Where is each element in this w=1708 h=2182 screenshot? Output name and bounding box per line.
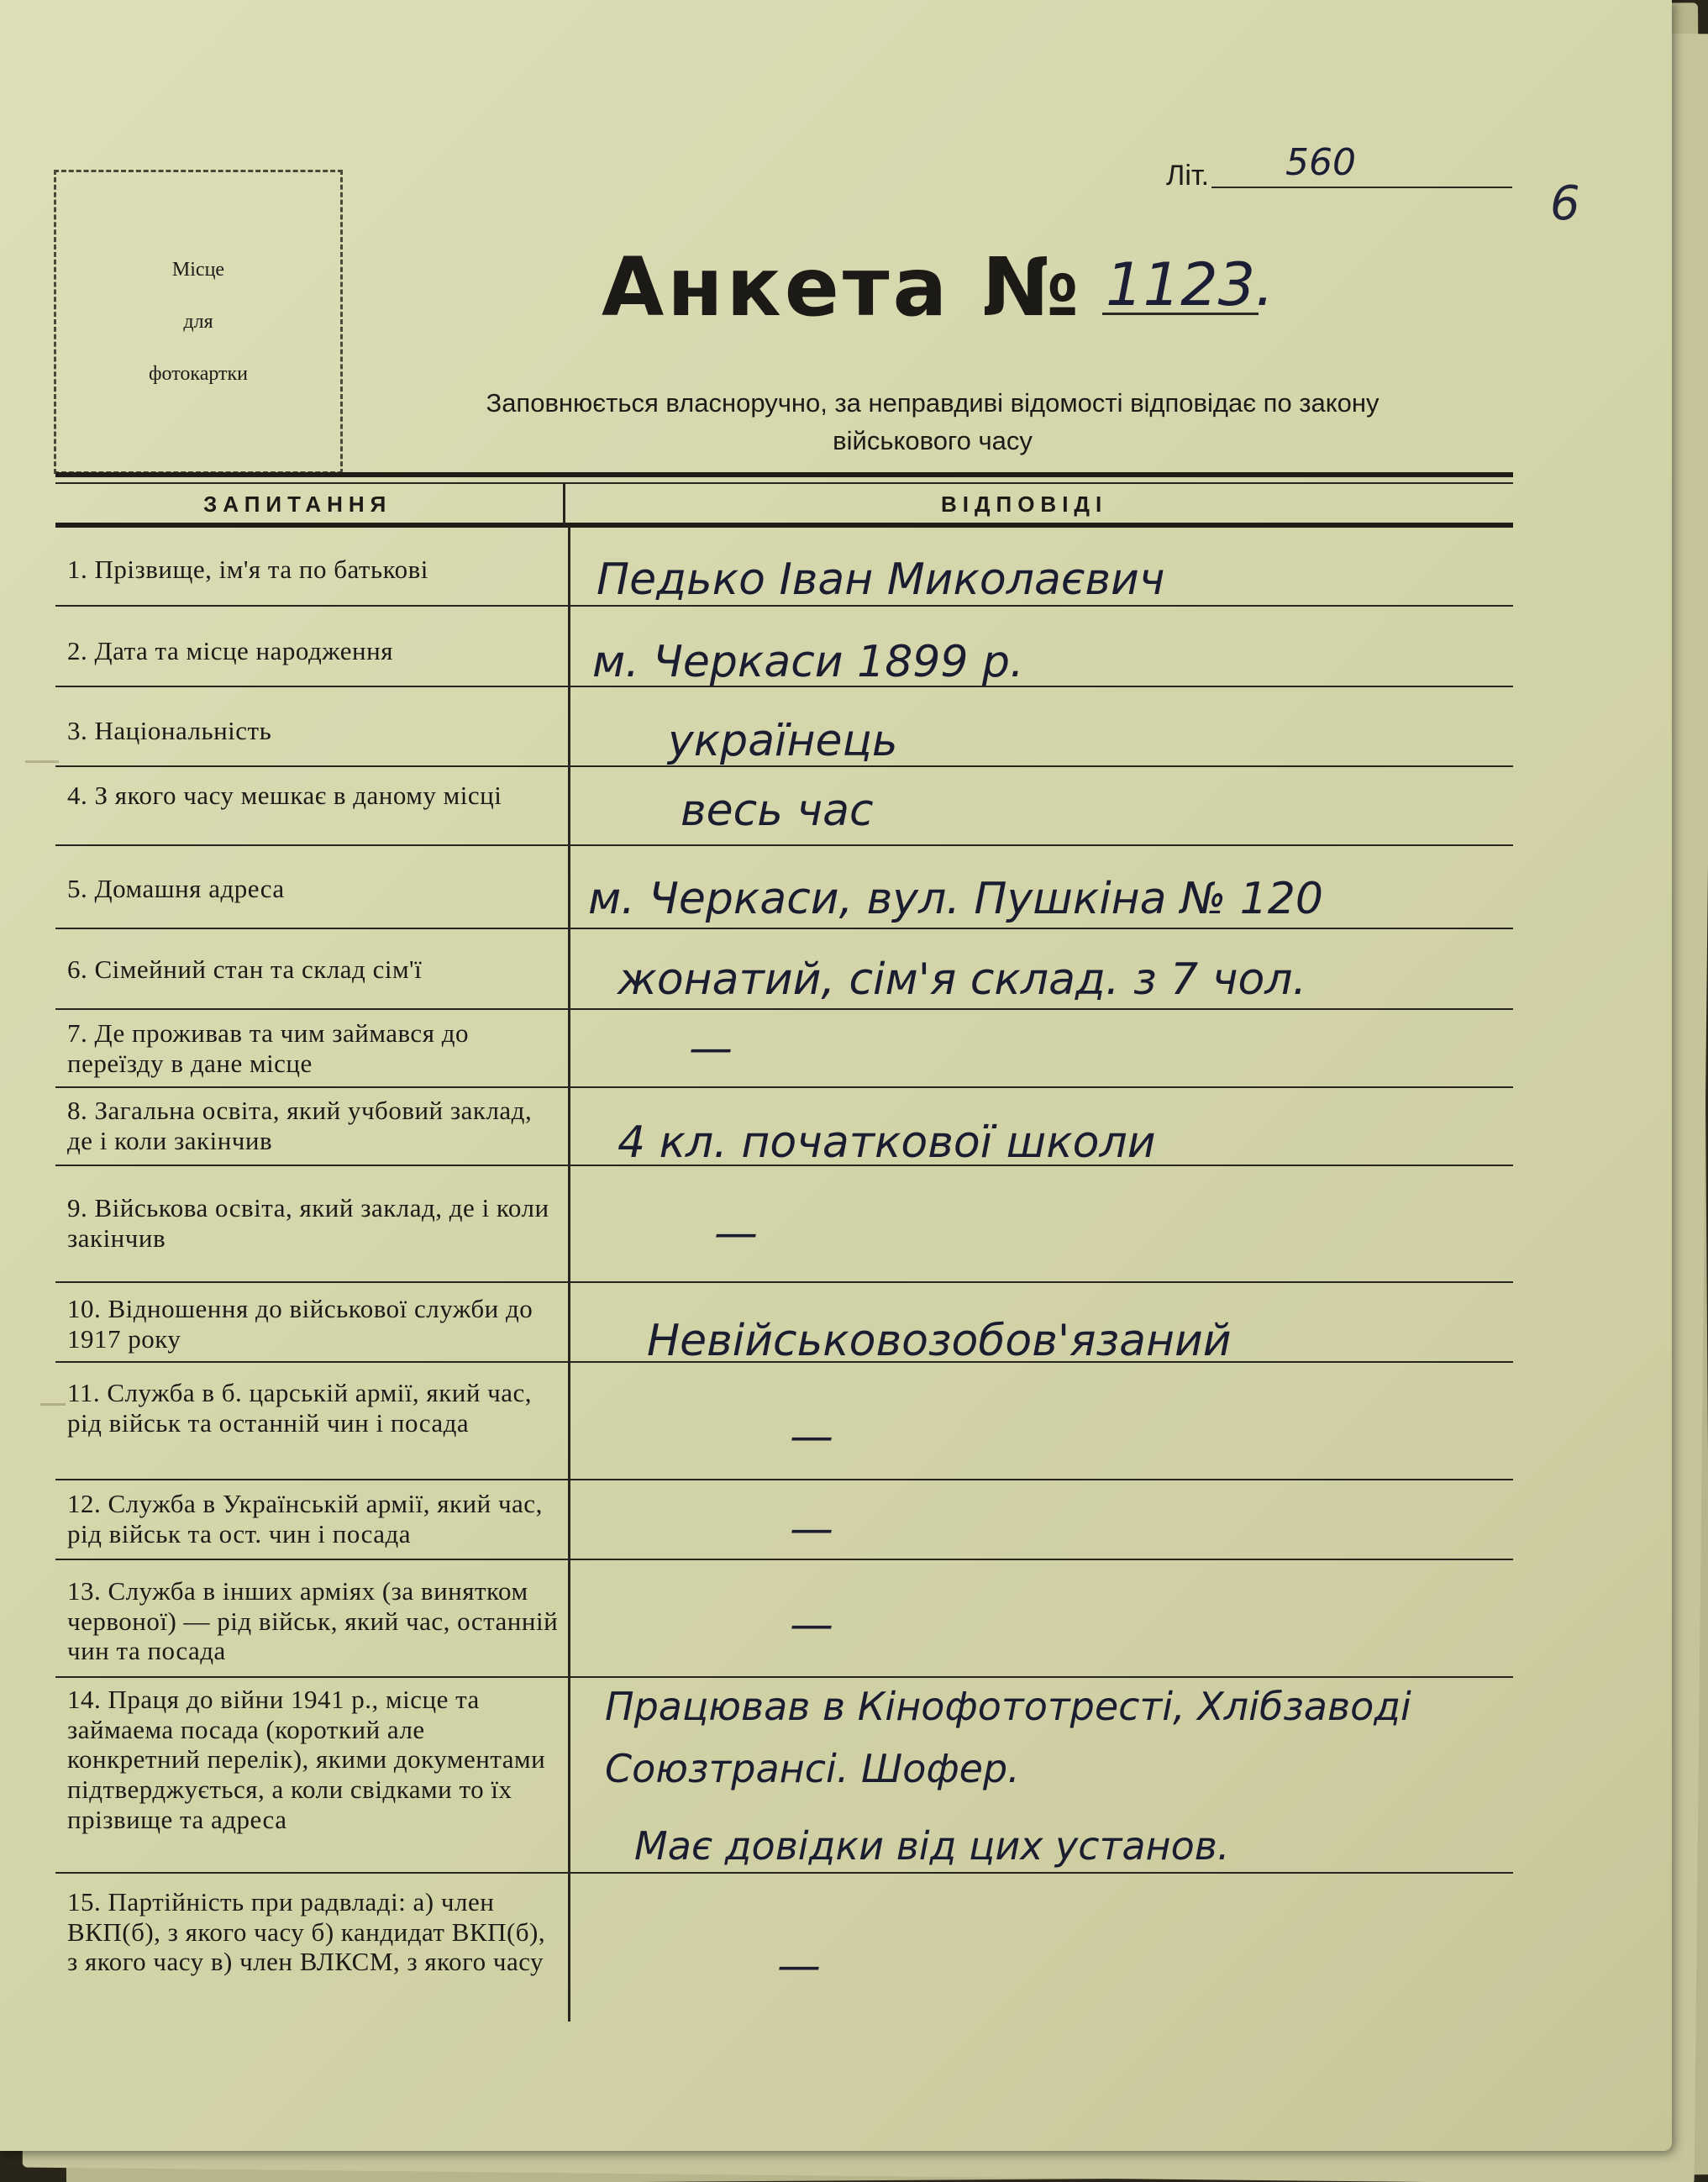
question-text: 4. З якого часу мешкає в даному місці [67, 781, 502, 810]
answer-text: — [790, 1412, 833, 1462]
answer-text: жонатий, сім'я склад. з 7 чол. [618, 954, 1307, 1005]
question-text: 10. Відношення до військової служби до 1917 року [67, 1294, 533, 1354]
question-text: 6. Сімейний стан та склад сім'ї [67, 954, 423, 984]
answer-text: м. Черкаси, вул. Пушкіна № 120 [588, 874, 1323, 924]
page-number: 6 [1550, 176, 1580, 231]
form-number-underline [1102, 313, 1259, 315]
answer-text: 4 кл. початкової школи [618, 1117, 1156, 1168]
header-divider [563, 482, 565, 526]
table-top-rule [55, 482, 1513, 484]
lit-underline [1211, 187, 1512, 188]
header-rule [55, 523, 1513, 528]
answer-text: — [790, 1600, 833, 1650]
question-text: 15. Партійність при радвладі: а) член ВКП(б), з якого часу б) кандидат ВКП(б), з якого часу в) член ВЛКСМ, з якого часу [67, 1887, 546, 1977]
question-text: 14. Праця до війни 1941 р., місце та займаема посада (короткий але конкретний перелік), якими документами підтверджується, а коли свідками то їх прізвище та адреса [67, 1685, 546, 1834]
lit-label: Літ. [1166, 160, 1210, 192]
row-rule [55, 605, 1513, 607]
form-subtitle [370, 385, 1495, 460]
row-rule [55, 1281, 1513, 1283]
photo-label: фотокартки [148, 363, 249, 385]
answer-text: Невійськовозобов'язаний [647, 1316, 1232, 1366]
answer-text: м. Черкаси 1899 р. [592, 637, 1024, 687]
question-text: 11. Служба в б. царській армії, який час, рід військ та останній чин і посада [67, 1378, 533, 1438]
paper-mark [25, 760, 59, 763]
answer-text: — [689, 1023, 733, 1074]
row-rule [55, 844, 1513, 846]
question-text: 2. Дата та місце народження [67, 636, 393, 665]
lit-value: 560 [1285, 141, 1356, 184]
answer-text: Педько Іван Миколаєвич [596, 555, 1165, 605]
question-text: 7. Де проживав та чим займався до переїзду в дане місце [67, 1018, 469, 1078]
answer-text: — [714, 1208, 758, 1259]
column-divider [568, 526, 570, 2022]
column-header-questions: ЗАПИТАННЯ [203, 492, 392, 517]
answer-text: українець [668, 716, 898, 766]
answer-text: — [790, 1504, 833, 1554]
question-text: 8. Загальна освіта, який учбовий заклад, де і коли закінчив [67, 1096, 533, 1155]
column-header-answers: ВІДПОВІДІ [941, 492, 1108, 517]
question-text: 12. Служба в Українській армії, який час, рід військ та ост. чин і посада [67, 1489, 543, 1548]
form-title: Анкета № [602, 240, 1083, 334]
answer-text: весь час [681, 786, 874, 836]
question-text: 9. Військова освіта, який заклад, де і коли закінчив [67, 1193, 549, 1253]
row-rule [55, 1676, 1513, 1678]
question-text: 13. Служба в інших арміях (за винятком червоної) — рід військ, який час, останній чин та посада [67, 1576, 559, 1666]
answer-text: — [777, 1941, 821, 1991]
answer-text: Має довідки від цих установ. [634, 1823, 1230, 1869]
question-text: 5. Домашня адреса [67, 874, 285, 903]
row-rule [55, 1559, 1513, 1560]
row-rule [55, 1008, 1513, 1010]
answer-text: Союзтрансі. Шофер. [605, 1746, 1020, 1791]
answer-text: Працював в Кінофототресті, Хлібзаводі [605, 1684, 1411, 1729]
table-top-rule [55, 472, 1513, 477]
subtitle-line: військового часу [833, 425, 1033, 455]
photo-placeholder [54, 170, 343, 474]
paper-mark [40, 1403, 66, 1406]
row-rule [55, 1086, 1513, 1088]
subtitle-line: Заповнюється власноручно, за неправдиві відомості відповідає по закону [486, 388, 1380, 418]
form-number: 1123. [1106, 250, 1274, 319]
question-text: 3. Національність [67, 716, 272, 745]
question-text: 1. Прізвище, ім'я та по батькові [67, 555, 428, 584]
row-rule [55, 1479, 1513, 1480]
row-rule [55, 928, 1513, 929]
photo-label: для [183, 311, 213, 333]
row-rule [55, 1872, 1513, 1874]
photo-label: Місце [171, 259, 225, 281]
